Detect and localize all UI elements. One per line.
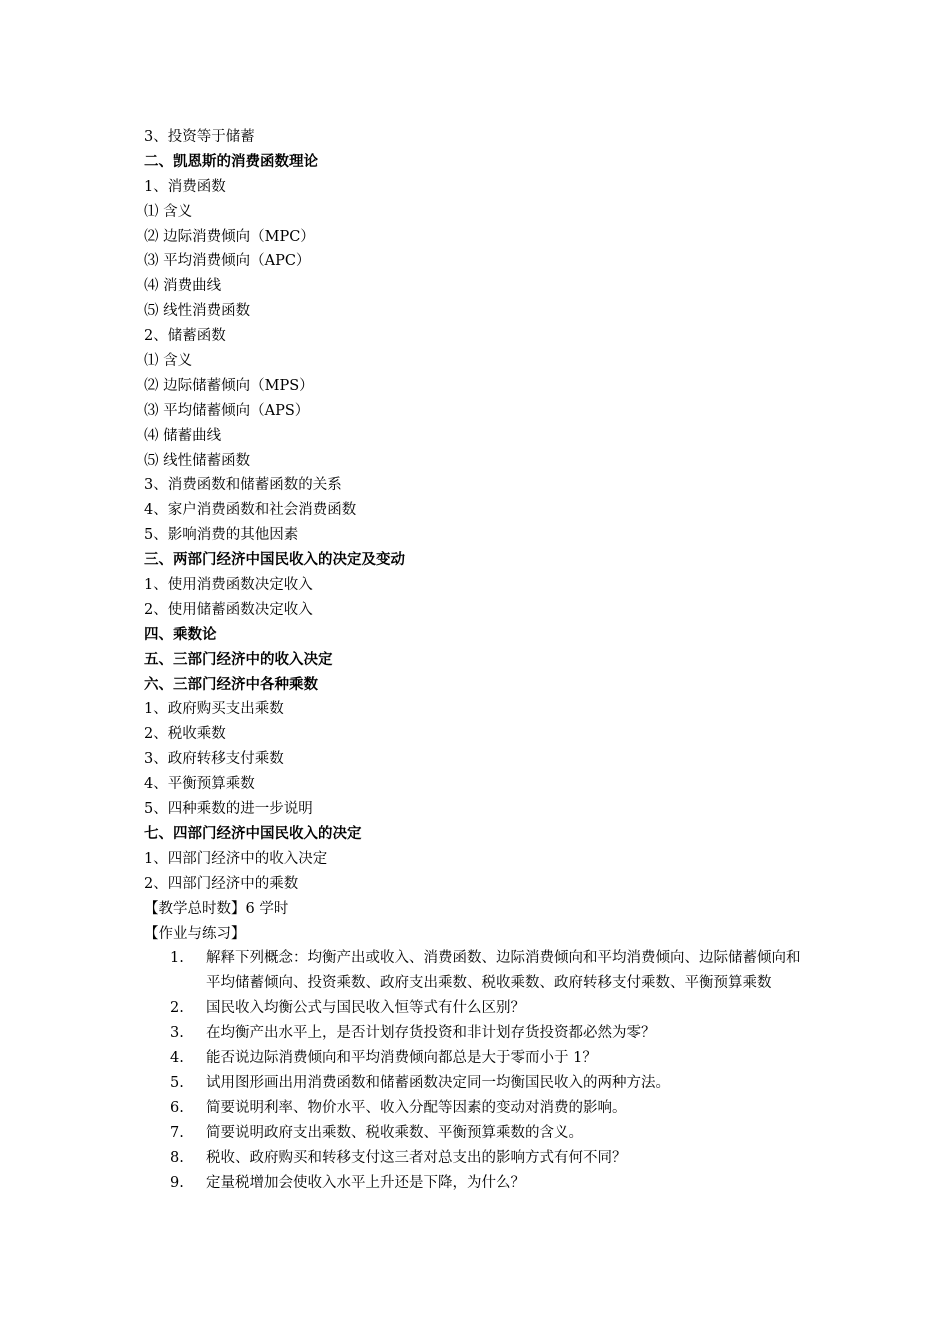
homework-number: 5. [170,1074,184,1091]
homework-item [144,1071,804,1096]
homework-item [144,1096,804,1121]
homework-text: 定量税增加会使收入水平上升还是下降，为什么？ [206,1174,525,1191]
section-heading: 二、凯恩斯的消费函数理论 [144,152,318,170]
outline-item: 1、使用消费函数决定收入 [144,577,313,594]
homework-number: 4. [170,1050,184,1067]
outline-item: ⑸ 线性消费函数 [144,303,251,320]
outline-item: ⑴ 含义 [144,353,193,370]
outline-item: 1、消费函数 [144,178,226,195]
section-heading: 三、两部门经济中国民收入的决定及变动 [144,551,405,569]
outline-item: ⑸ 线性储蓄函数 [144,452,251,469]
outline-item: ⑶ 平均消费倾向（APC） [144,253,311,270]
homework-number: 7. [170,1124,184,1141]
homework-number: 3. [170,1025,184,1042]
homework-item [144,996,804,1021]
outline-item: 5、影响消费的其他因素 [144,527,299,544]
homework-text: 国民收入均衡公式与国民收入恒等式有什么区别？ [206,1000,525,1017]
outline-item: ⑵ 边际消费倾向（MPC） [144,228,315,245]
section-heading: 五、三部门经济中的收入决定 [144,650,333,668]
outline-item: ⑶ 平均储蓄倾向（APS） [144,402,310,419]
homework-text: 简要说明政府支出乘数、税收乘数、平衡预算乘数的含义。 [206,1124,583,1141]
outline-item: 2、使用储蓄函数决定收入 [144,601,313,618]
homework-item [144,1046,804,1071]
homework-number: 1. [170,950,184,967]
outline-item: 1、四部门经济中的收入决定 [144,850,328,867]
outline-item: ⑷ 消费曲线 [144,278,222,295]
outline-item: 1、政府购买支出乘数 [144,701,284,718]
homework-text: 解释下列概念：均衡产出或收入、消费函数、边际消费倾向和平均消费倾向、边际储蓄倾向和平均储蓄倾向、投资乘数、政府支出乘数、税收乘数、政府转移支付乘数、平衡预算乘数 [206,950,801,992]
homework-text: 简要说明利率、物价水平、收入分配等因素的变动对消费的影响。 [206,1099,627,1116]
homework-text: 能否说边际消费倾向和平均消费倾向都总是大于零而小于 1？ [206,1050,597,1067]
outline-item: ⑷ 储蓄曲线 [144,427,222,444]
outline-item: 2、储蓄函数 [144,328,226,345]
homework-item [144,1146,804,1171]
homework-item [144,1021,804,1046]
homework-number: 2. [170,1000,184,1017]
outline-item: 5、四种乘数的进一步说明 [144,801,313,818]
outline-item: 4、家户消费函数和社会消费函数 [144,502,357,519]
homework-text: 在均衡产出水平上，是否计划存货投资和非计划存货投资都必然为零？ [206,1025,656,1042]
homework-item [144,1121,804,1146]
homework-number: 9. [170,1174,184,1191]
homework-number: 8. [170,1149,184,1166]
homework-item [144,946,804,996]
outline-item: 2、税收乘数 [144,726,226,743]
section-heading: 六、三部门经济中各种乘数 [144,675,318,693]
section-heading: 七、四部门经济中国民收入的决定 [144,824,362,842]
outline-item: ⑵ 边际储蓄倾向（MPS） [144,377,314,394]
homework-item [144,1171,804,1196]
homework-text: 试用图形画出用消费函数和储蓄函数决定同一均衡国民收入的两种方法。 [206,1074,670,1091]
outline-item: ⑴ 含义 [144,203,193,220]
outline [144,125,804,946]
outline-item: 3、投资等于储蓄 [144,129,255,145]
outline-item: 3、消费函数和储蓄函数的关系 [144,477,342,494]
outline-item: 4、平衡预算乘数 [144,776,255,793]
outline-item: 3、政府转移支付乘数 [144,751,284,768]
section-heading: 四、乘数论 [144,625,217,643]
outline-item: 【教学总时数】6 学时 [144,900,289,917]
homework-list [144,946,804,1195]
homework-number: 6. [170,1099,184,1116]
outline-item: 2、四部门经济中的乘数 [144,875,299,892]
document-body [144,125,804,1195]
outline-item: 【作业与练习】 [144,925,246,942]
homework-text: 税收、政府购买和转移支付这三者对总支出的影响方式有何不同？ [206,1149,627,1166]
